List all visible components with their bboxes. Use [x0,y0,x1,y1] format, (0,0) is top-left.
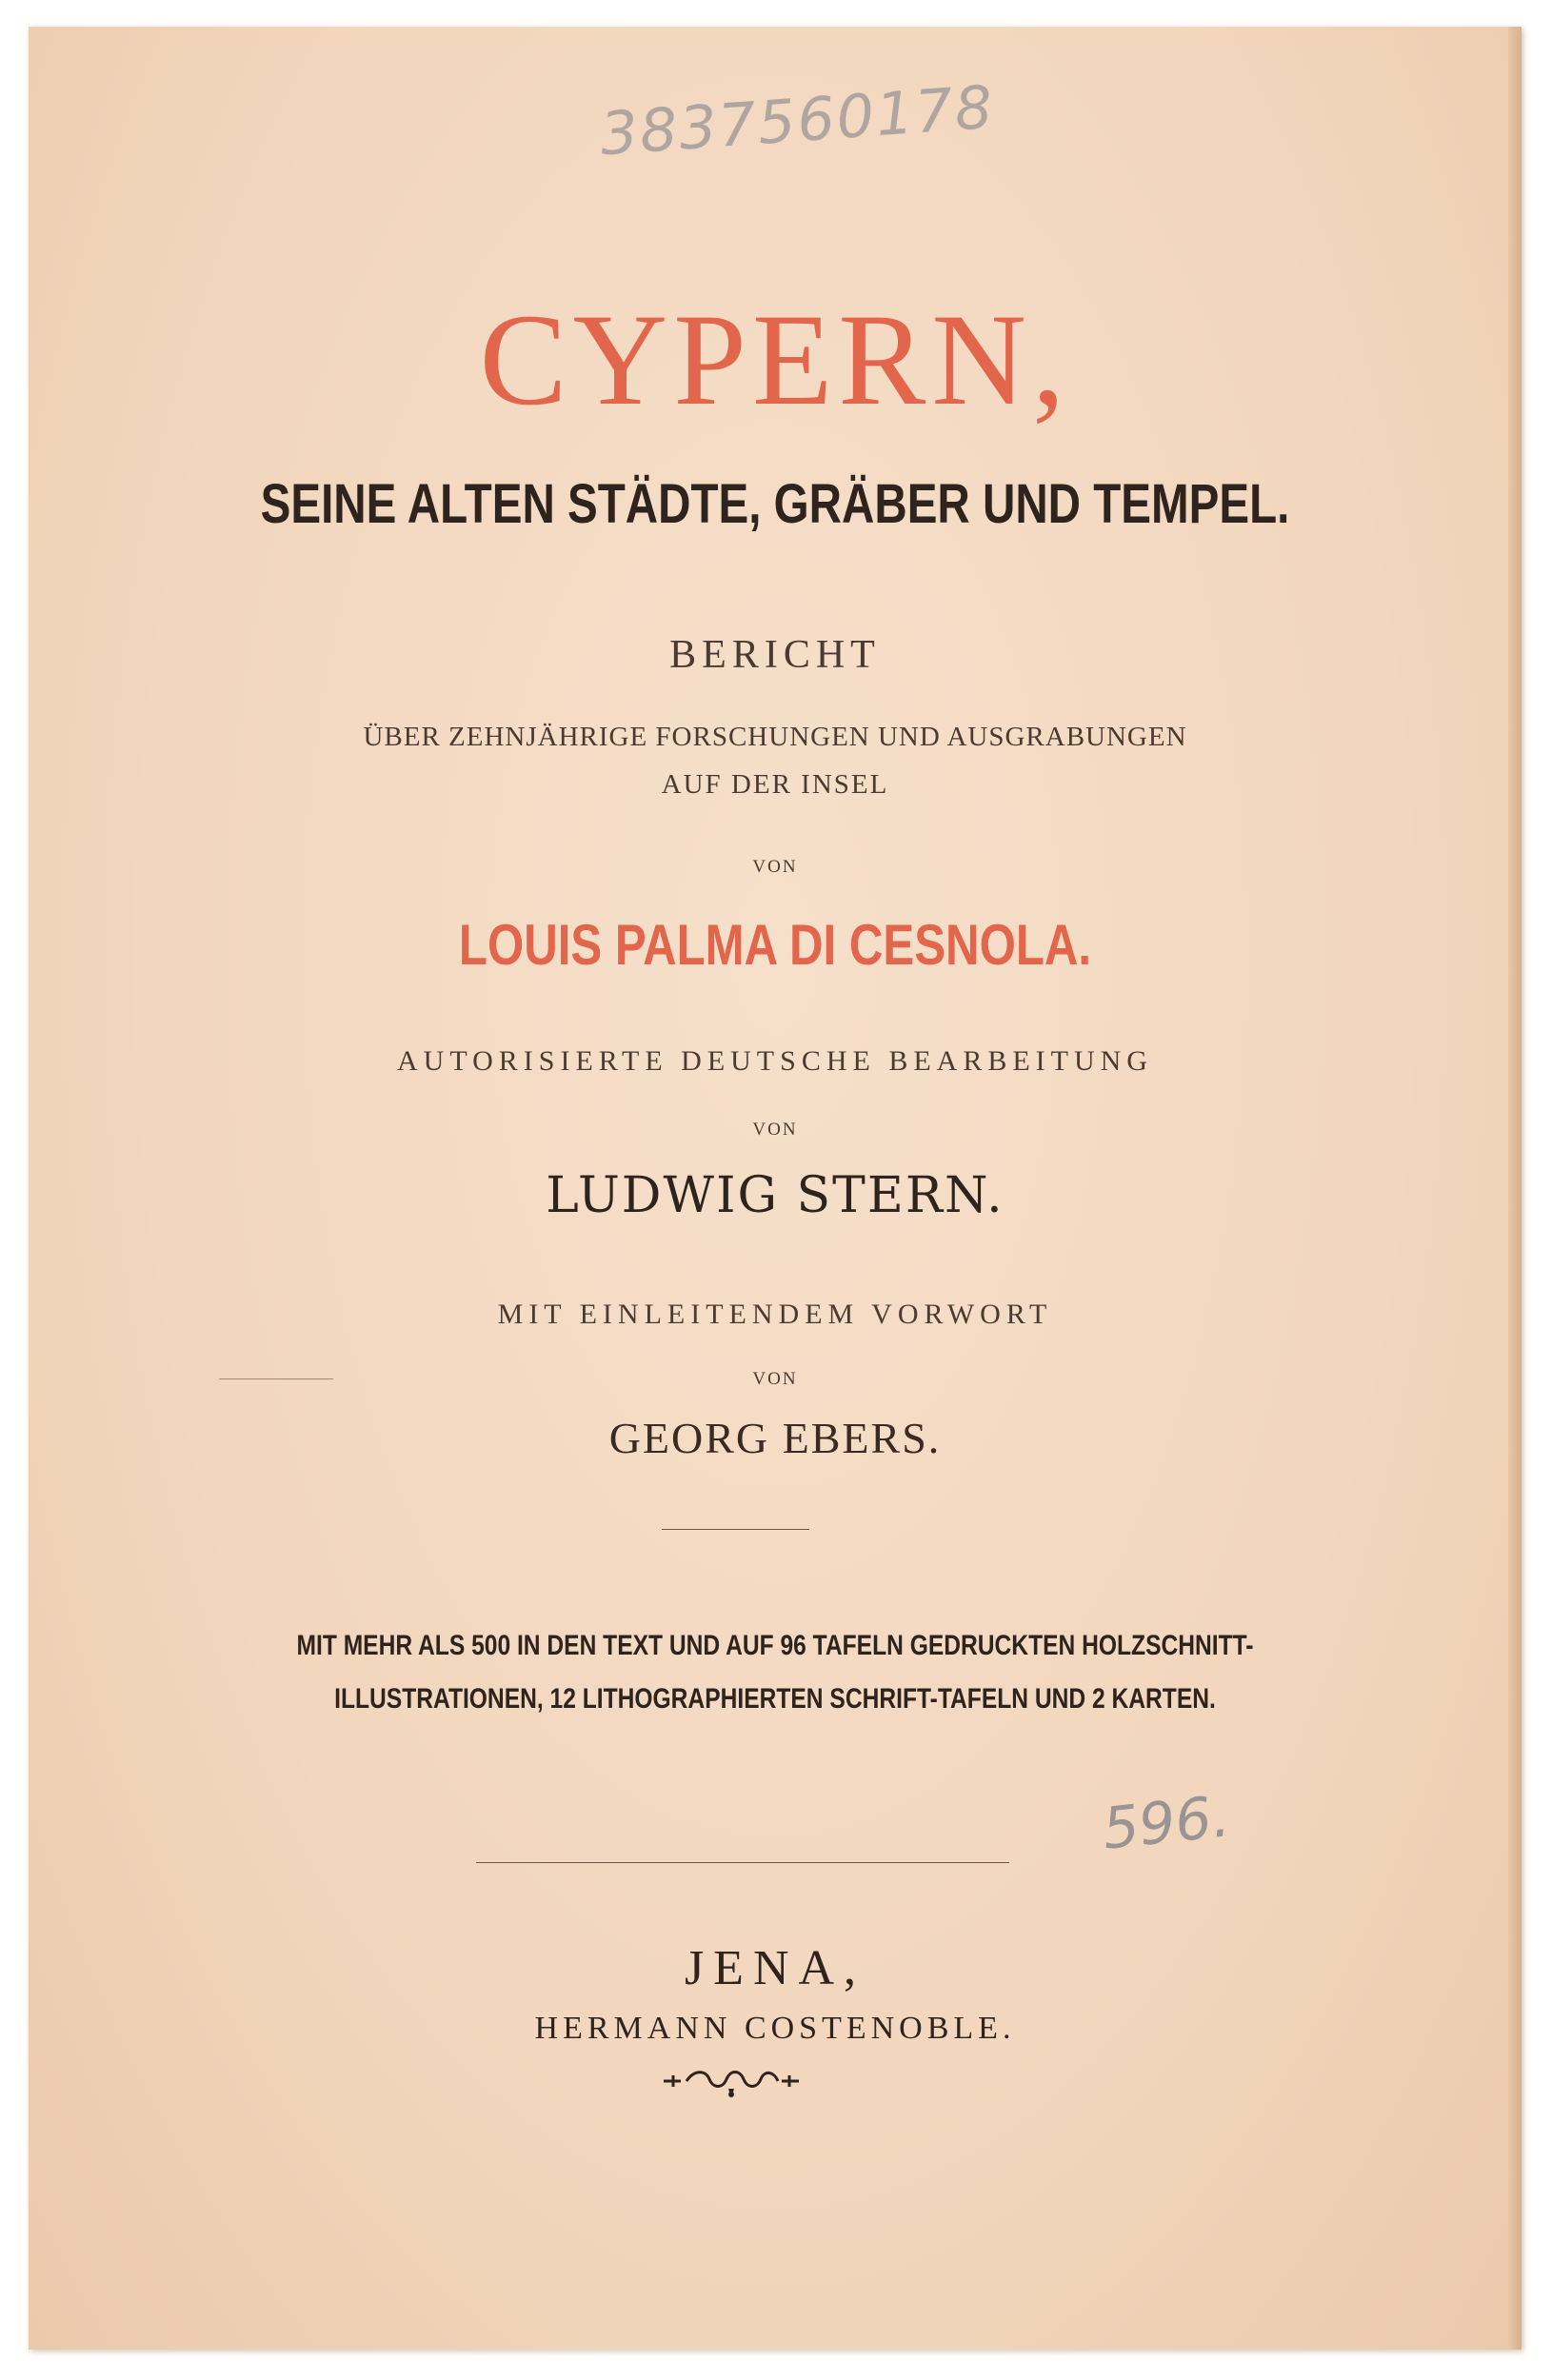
foreword-line: MIT EINLEITENDEM VORWORT [497,1299,1053,1330]
report-heading: BERICHT [669,633,881,677]
handwritten-shelfmark: 3837560178 [597,71,997,169]
von-label: VON [752,1369,798,1389]
foreword-author: GEORG EBERS. [608,1414,942,1462]
stray-mark [219,1378,333,1379]
publication-place: JENA, [684,1941,866,1995]
book-subtitle: SEINE ALTEN STÄDTE, GRÄBER UND TEMPEL. [260,473,1290,535]
divider-rule [662,1529,809,1530]
publisher-name: HERMANN COSTENOBLE. [534,2011,1016,2046]
von-label: VON [752,1120,798,1140]
adaptation-line: AUTORISIERTE DEUTSCHE BEARBEITUNG [397,1045,1153,1077]
imprint-rule [476,1862,1009,1863]
pencil-note: 596. [1099,1783,1233,1863]
translator-name: LUDWIG STERN. [546,1167,1005,1224]
illustrations-line-1: MIT MEHR ALS 500 IN DEN TEXT UND AUF 96 TAFELN GEDRUCKTEN HOLZSCHNITT- [296,1630,1254,1661]
report-line-2: AUF DER INSEL [661,769,889,800]
book-title: CYPERN, [479,287,1071,432]
title-page [29,27,1522,2350]
author-name: LOUIS PALMA DI CESNOLA. [458,913,1092,977]
von-label: VON [752,857,798,877]
report-line-1: ÜBER ZEHNJÄHRIGE FORSCHUNGEN UND AUSGRABUNGEN [363,722,1187,752]
illustrations-line-2: ILLUSTRATIONEN, 12 LITHOGRAPHIERTEN SCHRIFT-TAFELN UND 2 KARTEN. [334,1683,1216,1715]
printer-ornament-icon [660,2064,803,2102]
